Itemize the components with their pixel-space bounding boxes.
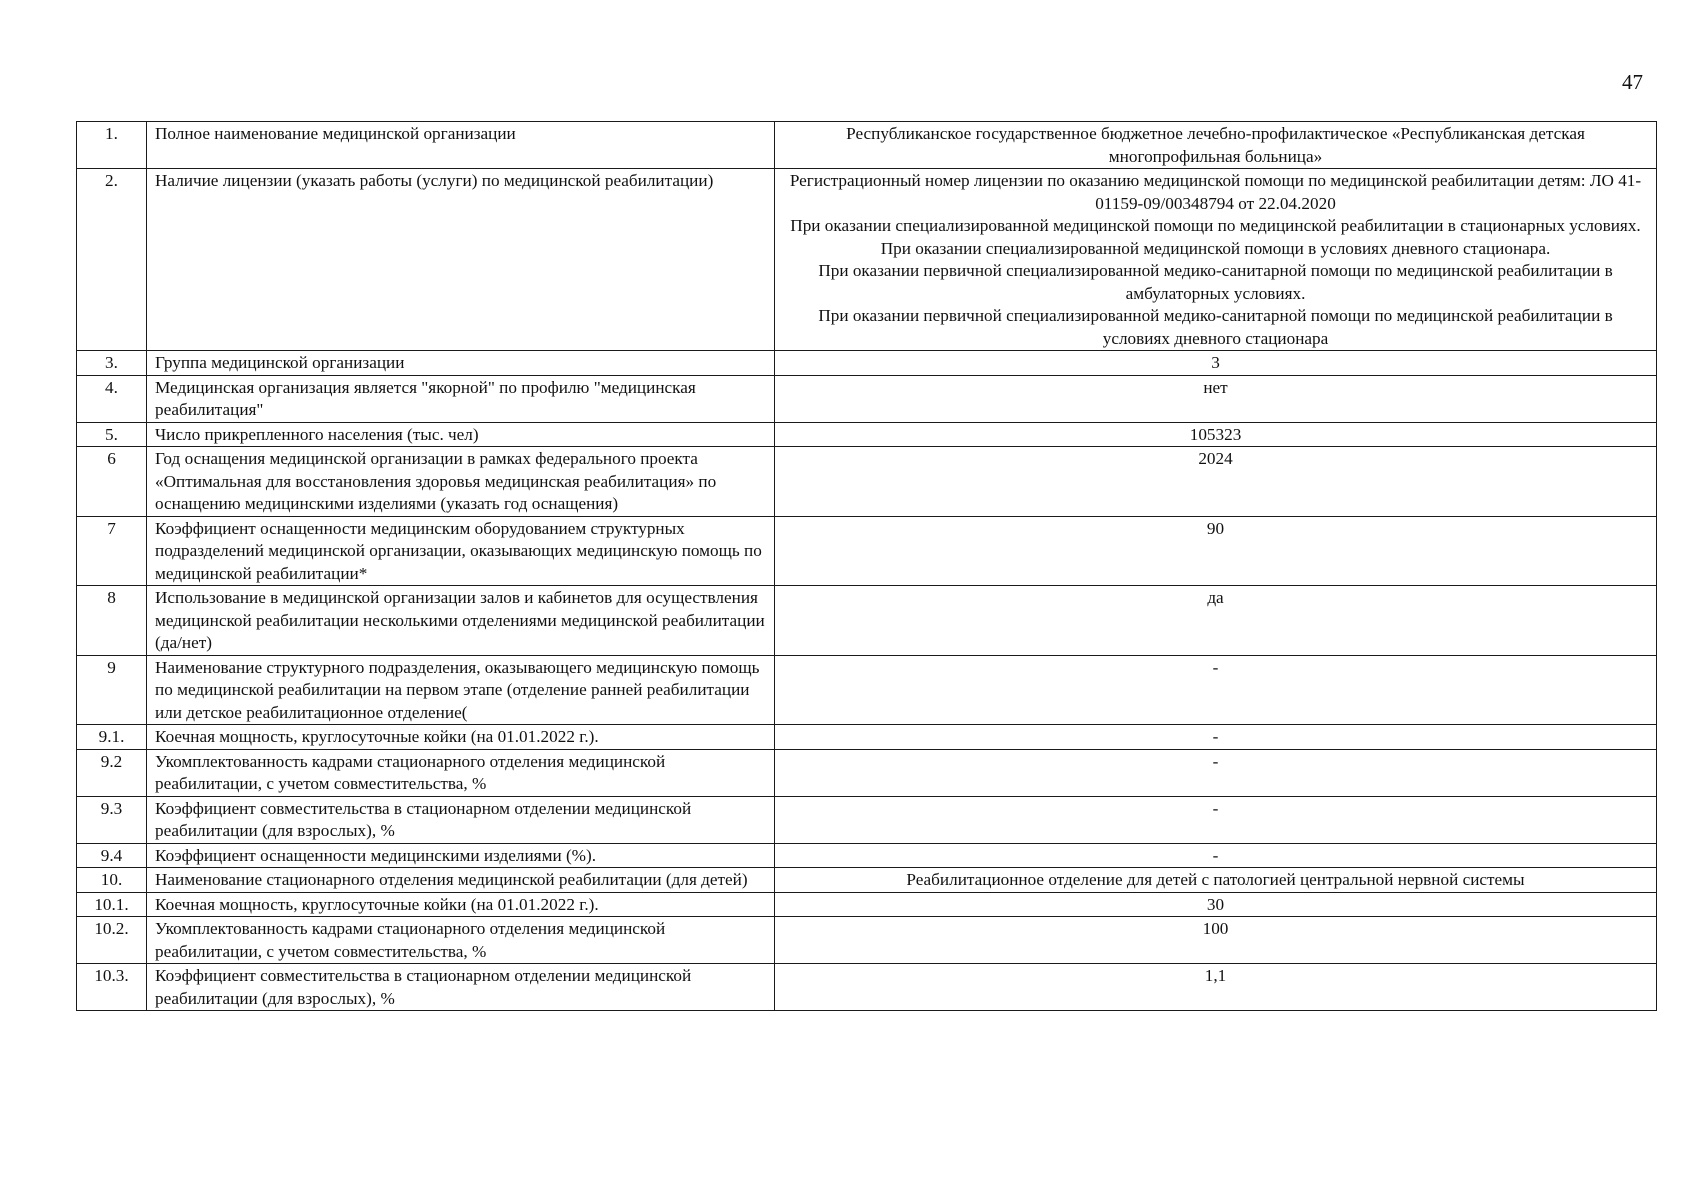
table-row: [77, 917, 1657, 964]
table-row: [77, 122, 1657, 169]
table-row: [77, 892, 1657, 917]
parameter-value-cell: [775, 169, 1657, 351]
row-number-cell: 10.: [77, 868, 147, 893]
parameter-name-cell: Медицинская организация является "якорной" по профилю "медицинская реабилитация": [147, 375, 775, 422]
parameter-value-cell: [775, 843, 1657, 868]
parameter-value-cell: [775, 868, 1657, 893]
value-paragraph: Республиканское государственное бюджетное лечебно-профилактическое «Республиканская детская многопрофильная больница»: [846, 124, 1585, 166]
table-body: [77, 122, 1657, 1011]
parameter-name-cell: Укомплектованность кадрами стационарного отделения медицинской реабилитации, с учетом совместительства, %: [147, 749, 775, 796]
value-paragraph: 105323: [1189, 424, 1242, 444]
parameter-name-cell: Коэффициент совместительства в стационарном отделении медицинской реабилитации (для взрослых), %: [147, 796, 775, 843]
table-row: [77, 351, 1657, 376]
value-paragraph: 100: [1202, 919, 1229, 938]
value-paragraph: При оказании первичной специализированной медико-санитарной помощи по медицинской реабилитации в амбулаторных условиях.: [818, 261, 1613, 303]
table-row: [77, 169, 1657, 351]
parameter-name-cell: Коечная мощность, круглосуточные койки (на 01.01.2022 г.).: [147, 892, 775, 917]
row-number-cell: 2.: [77, 169, 147, 351]
value-paragraph: 3: [1211, 353, 1220, 372]
medical-organization-table: [76, 121, 1657, 1011]
parameter-value-cell: [775, 375, 1657, 422]
value-paragraph: 90: [1206, 518, 1225, 538]
row-number-cell: 7: [77, 516, 147, 586]
table-row: [77, 796, 1657, 843]
parameter-name-cell: Укомплектованность кадрами стационарного отделения медицинской реабилитации, с учетом совместительства, %: [147, 917, 775, 964]
parameter-value-cell: [775, 516, 1657, 586]
value-paragraph: да: [1207, 588, 1224, 607]
value-paragraph: -: [1212, 845, 1219, 865]
row-number-cell: 4.: [77, 375, 147, 422]
table-row: [77, 375, 1657, 422]
parameter-name-cell: Наименование структурного подразделения, оказывающего медицинскую помощь по медицинской реабилитации на первом этапе (отделение ранней реабилитации или детское реабилитационное отделение(: [147, 655, 775, 725]
row-number-cell: 9.3: [77, 796, 147, 843]
row-number-cell: 10.3.: [77, 964, 147, 1011]
value-paragraph: При оказании специализированной медицинской помощи по медицинской реабилитации в стационарных условиях.: [790, 216, 1641, 235]
value-paragraph: Реабилитационное отделение для детей с патологией центральной нервной системы: [906, 870, 1525, 889]
parameter-name-cell: Наличие лицензии (указать работы (услуги) по медицинской реабилитации): [147, 169, 775, 351]
parameter-value-cell: [775, 749, 1657, 796]
value-paragraph: 2024: [1198, 449, 1233, 468]
parameter-name-cell: Использование в медицинской организации залов и кабинетов для осуществления медицинской реабилитации несколькими отделениями медицинской реабилитации (да/нет): [147, 586, 775, 656]
value-paragraph: 30: [1206, 894, 1225, 914]
table-row: [77, 586, 1657, 656]
parameter-name-cell: Группа медицинской организации: [147, 351, 775, 376]
row-number-cell: 9.1.: [77, 725, 147, 750]
value-paragraph: нет: [1203, 377, 1228, 397]
parameter-value-cell: [775, 917, 1657, 964]
value-paragraph: -: [1212, 657, 1219, 677]
table-row: [77, 964, 1657, 1011]
value-paragraph: -: [1212, 727, 1219, 746]
row-number-cell: 9.4: [77, 843, 147, 868]
parameter-value-cell: [775, 422, 1657, 447]
table-row: [77, 516, 1657, 586]
parameter-name-cell: Коэффициент оснащенности медицинскими изделиями (%).: [147, 843, 775, 868]
row-number-cell: 10.2.: [77, 917, 147, 964]
parameter-name-cell: Полное наименование медицинской организации: [147, 122, 775, 169]
table-row: [77, 725, 1657, 750]
row-number-cell: 10.1.: [77, 892, 147, 917]
table-row: [77, 655, 1657, 725]
parameter-name-cell: Коэффициент совместительства в стационарном отделении медицинской реабилитации (для взрослых), %: [147, 964, 775, 1011]
table-row: [77, 447, 1657, 517]
parameter-value-cell: [775, 964, 1657, 1011]
value-paragraph: Регистрационный номер лицензии по оказанию медицинской помощи по медицинской реабилитации детям: ЛО 41-01159-09/00348794 от 22.04.2020: [789, 171, 1642, 213]
table-row: [77, 422, 1657, 447]
row-number-cell: 9: [77, 655, 147, 725]
value-paragraph: 1,1: [1204, 966, 1227, 985]
row-number-cell: 6: [77, 447, 147, 517]
parameter-value-cell: [775, 892, 1657, 917]
table-row: [77, 749, 1657, 796]
parameter-name-cell: Год оснащения медицинской организации в рамках федерального проекта «Оптимальная для восстановления здоровья медицинская реабилитация» по оснащению медицинскими изделиями (указать год оснащения): [147, 447, 775, 517]
row-number-cell: 3.: [77, 351, 147, 376]
parameter-value-cell: [775, 447, 1657, 517]
table-row: [77, 868, 1657, 893]
page-number: 47: [1622, 70, 1643, 94]
parameter-name-cell: Наименование стационарного отделения медицинской реабилитации (для детей): [147, 868, 775, 893]
value-paragraph: При оказании специализированной медицинской помощи в условиях дневного стационара.: [880, 238, 1551, 258]
value-paragraph: -: [1212, 751, 1219, 771]
value-paragraph: При оказании первичной специализированной медико-санитарной помощи по медицинской реабилитации в условиях дневного стационара: [818, 306, 1613, 348]
parameter-value-cell: [775, 796, 1657, 843]
parameter-name-cell: Число прикрепленного населения (тыс. чел): [147, 422, 775, 447]
parameter-value-cell: [775, 122, 1657, 169]
row-number-cell: 1.: [77, 122, 147, 169]
table-row: [77, 843, 1657, 868]
parameter-name-cell: Коечная мощность, круглосуточные койки (на 01.01.2022 г.).: [147, 725, 775, 750]
parameter-value-cell: [775, 725, 1657, 750]
row-number-cell: 8: [77, 586, 147, 656]
value-paragraph: -: [1212, 798, 1219, 818]
row-number-cell: 9.2: [77, 749, 147, 796]
parameter-value-cell: [775, 655, 1657, 725]
parameter-value-cell: [775, 586, 1657, 656]
parameter-name-cell: Коэффициент оснащенности медицинским оборудованием структурных подразделений медицинской организации, оказывающих медицинскую помощь по медицинской реабилитации*: [147, 516, 775, 586]
row-number-cell: 5.: [77, 422, 147, 447]
parameter-value-cell: [775, 351, 1657, 376]
